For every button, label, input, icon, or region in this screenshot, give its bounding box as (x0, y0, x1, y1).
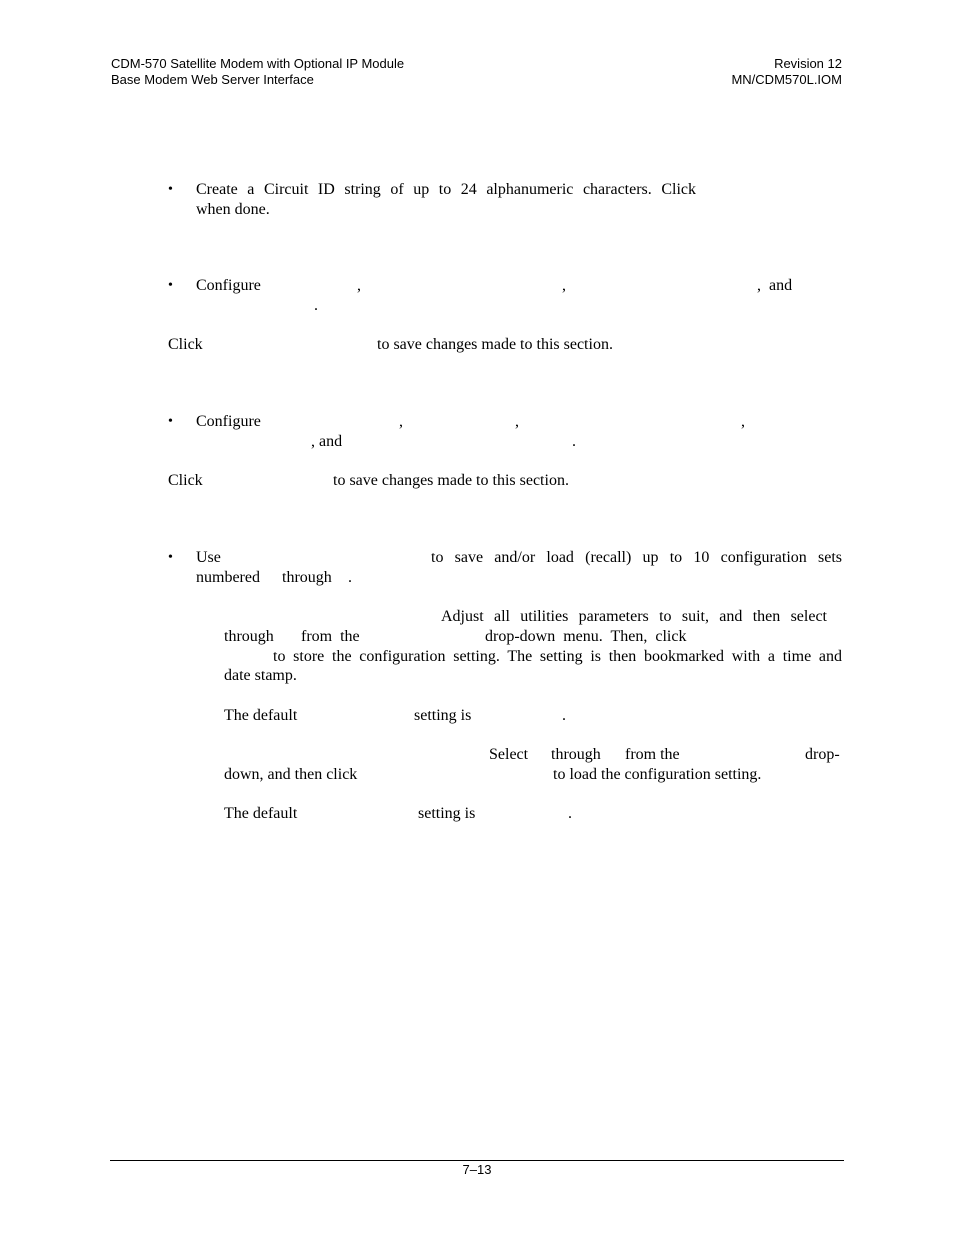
load-line2a: down, and then click (224, 766, 358, 783)
header-left (111, 56, 404, 88)
revision: Revision 12 (774, 56, 842, 71)
doc-section: Base Modem Web Server Interface (111, 72, 314, 87)
save-dropdown-menu: drop-down menu. Then, click (485, 628, 687, 645)
bullet1-line1: Create a Circuit ID string of up to 24 alphanumeric characters. Click (196, 181, 696, 198)
default1-c: . (562, 707, 566, 724)
default1-a: The default (224, 707, 298, 724)
default1-b: setting is (414, 707, 472, 724)
default2-a: The default (224, 805, 298, 822)
bullet-mark: • (168, 278, 173, 293)
save-line4: date stamp. (224, 667, 297, 684)
load-from-the: from the (625, 746, 680, 763)
footer-rule (110, 1160, 844, 1161)
bullet4-through: through (282, 569, 332, 586)
page-number: 7–13 (462, 1162, 492, 1177)
bullet3-comma3: , (741, 413, 745, 430)
bullet4-use: Use (196, 549, 221, 566)
bullet1-line2: when done. (196, 201, 270, 218)
bullet-mark: • (168, 414, 173, 429)
bullet2-comma1: , (357, 277, 361, 294)
default2-c: . (568, 805, 572, 822)
bullet-mark: • (168, 550, 173, 565)
bullet2-period: . (314, 297, 318, 314)
doc-number: MN/CDM570L.IOM (731, 72, 842, 87)
load-drop: drop- (805, 746, 840, 763)
bullet2-comma2: , (562, 277, 566, 294)
para1-click: Click (168, 336, 203, 353)
save-from-the: from the (301, 628, 360, 645)
bullet4-period: . (348, 569, 352, 586)
para2-click: Click (168, 472, 203, 489)
bullet-mark: • (168, 182, 173, 197)
load-line2b: to load the configuration setting. (553, 766, 762, 783)
save-line1: Adjust all utilities parameters to suit, and then select (441, 608, 827, 625)
bullet3-comma2: , (515, 413, 519, 430)
default2-b: setting is (418, 805, 476, 822)
bullet4-numbered: numbered (196, 569, 260, 586)
bullet3-comma1: , (399, 413, 403, 430)
load-select: Select (489, 746, 529, 763)
bullet3-period: . (572, 433, 576, 450)
para2-rest: to save changes made to this section. (333, 472, 569, 489)
doc-title: CDM-570 Satellite Modem with Optional IP Module (111, 56, 405, 71)
bullet2-configure: Configure (196, 277, 261, 294)
load-through: through (551, 746, 601, 763)
bullet4-rest: to save and/or load (recall) up to 10 configuration sets (431, 549, 842, 566)
header-right (731, 56, 842, 88)
para1-rest: to save changes made to this section. (377, 336, 613, 353)
bullet2-comma3-and: , and (757, 277, 793, 294)
save-line3: to store the configuration setting. The setting is then bookmarked with a time and (273, 648, 842, 665)
bullet3-and: , and (311, 433, 343, 450)
save-through: through (224, 628, 274, 645)
bullet3-configure: Configure (196, 413, 261, 430)
